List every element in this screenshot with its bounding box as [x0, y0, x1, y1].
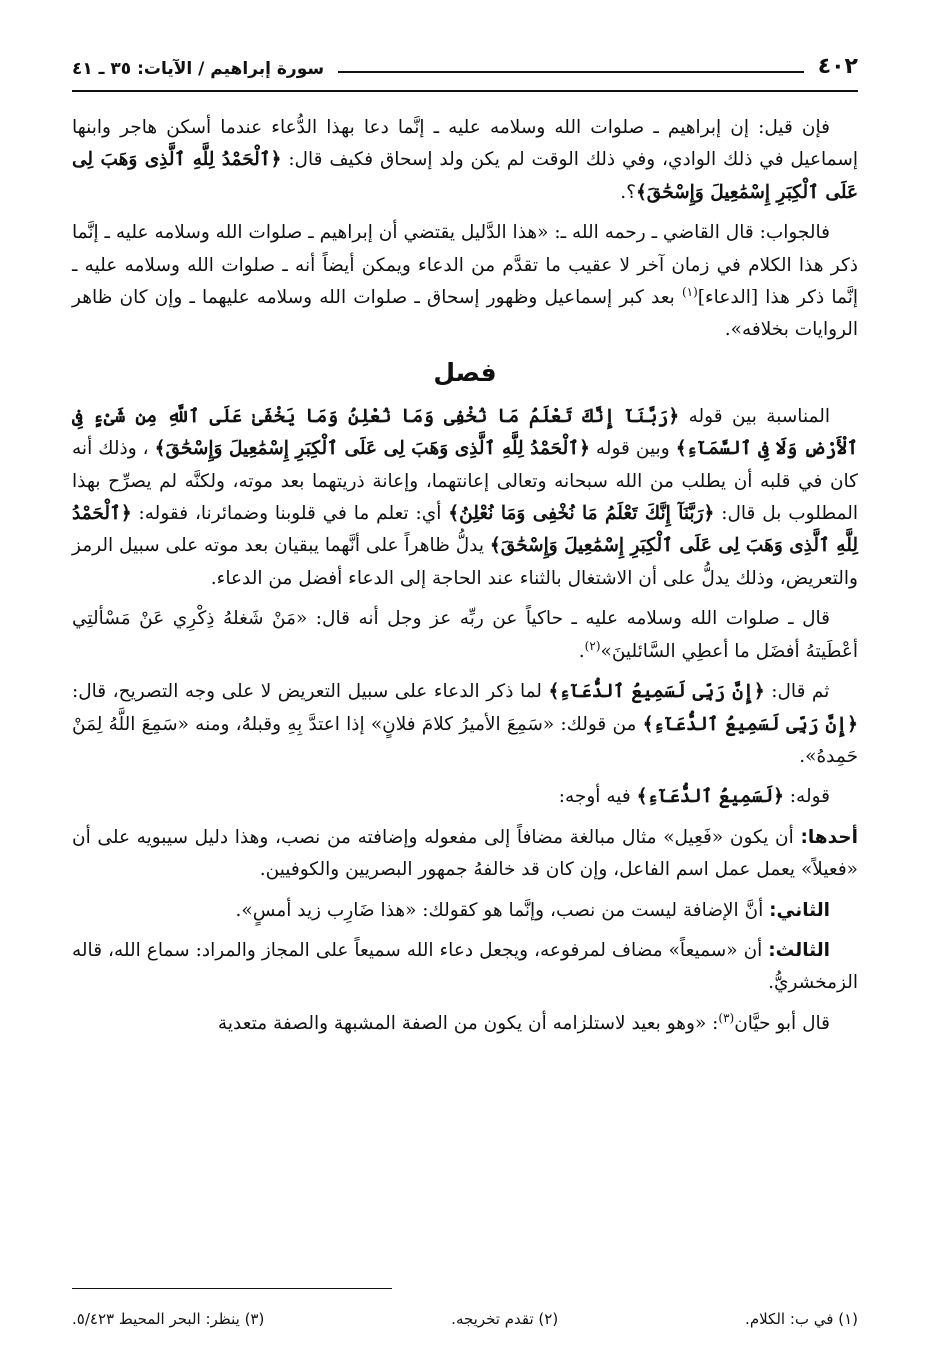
- text: .: [578, 640, 585, 662]
- paragraph-abu-hayyan: [72, 1008, 858, 1040]
- text: ثم قال:: [764, 681, 830, 703]
- quran-quote: ﴿إِنَّ رَبِّى لَسَمِيعُ ٱلدُّعَآءِ﴾: [642, 713, 858, 735]
- header-line: [338, 71, 804, 73]
- footnotes: [72, 1308, 858, 1330]
- text: أنَّ الإضافة ليست من نصب، وإنَّما هو كقولك: «هذا ضَارِب زيد أمسٍ».: [235, 899, 770, 921]
- footnote-3: (٣) ينظر: البحر المحيط ٥/٤٢٣.: [72, 1310, 265, 1328]
- quran-quote: ﴿رَبَّنَآ إِنَّكَ تَعْلَمُ مَا نُخْفِى وَمَا نُعْلِنُ وَمَا يَخْفَىٰ عَلَى ٱللَّهِ مِن شَىْءٍ فِى ٱلْأَرْضِ وَلَا فِى ٱلسَّمَآءِ﴾: [72, 405, 859, 460]
- header-rule: [72, 90, 858, 92]
- running-title: سورة إبراهيم / الآيات: ٣٥ ـ ٤١: [72, 59, 325, 79]
- running-header: [72, 50, 858, 80]
- text: بعد كبر إسماعيل وظهور إسحاق ـ صلوات الله وسلامه عليهما ـ وإن كان ظاهر الروايات بخلافه».: [72, 287, 858, 341]
- text: أن يكون «فَعِيل» مثال مبالغة مضافاً إلى مفعوله وإضافته من نصب، وهذا دليل سيبويه على أن «فعيلاً» يعمل عمل اسم الفاعل، وإن كان قد خالفهُ جمهور البصريين والكوفيين.: [72, 826, 858, 881]
- text: ؟.: [620, 181, 636, 203]
- paragraph-munasaba: [72, 401, 858, 595]
- paragraph-samee: [72, 676, 858, 773]
- paragraph-awjuh: [72, 781, 858, 813]
- footnote-2: (٢) تقدم تخريجه.: [451, 1310, 559, 1328]
- footnote-ref[interactable]: (١): [681, 284, 698, 299]
- text: قال:: [288, 149, 323, 171]
- quran-quote: ﴿إِنَّ رَبِّى لَسَمِيعُ ٱلدُّعَآءِ﴾: [548, 681, 765, 703]
- paragraph-hadith: [72, 603, 858, 668]
- main-text: [72, 112, 858, 1048]
- quran-quote: ﴿لَسَمِيعُ ٱلدُّعَآءِ﴾: [636, 786, 784, 808]
- quran-quote: ﴿رَبَّنَآ إِنَّكَ تَعْلَمُ مَا نُخْفِى وَمَا نُعْلِنُ﴾: [448, 503, 715, 525]
- page-number: ٤٠٢: [817, 54, 858, 79]
- footnote-ref[interactable]: (٢): [584, 638, 601, 653]
- aspect-label: أحدها:: [800, 826, 858, 848]
- text: : «وهو بعيد لاستلزامه أن يكون من الصفة المشبهة والصفة متعدية: [217, 1012, 719, 1034]
- paragraph-answer: [72, 217, 858, 347]
- text: فالجواب: قال القاضي ـ رحمه الله ـ: «هذا الدَّليل يقتضي أن إبراهيم ـ صلوات الله وسلامه عليه ـ إنَّما ذكر هذا الكلام في زمان آخر لا عقيب ما تقدَّم من الدعاء ويمكن أيضاً أنه ـ صلوات الله وسلامه عليه ـ إنَّما ذكر هذا [الدعاء]: [72, 222, 859, 309]
- book-page: [72, 40, 858, 1350]
- quran-quote: ﴿ٱلْحَمْدُ لِلَّهِ ٱلَّذِى وَهَبَ لِى عَلَى ٱلْكِبَرِ إِسْمَٰعِيلَ وَإِسْحَٰقَ﴾: [154, 438, 590, 460]
- quran-quote: ﴿ٱلْحَمْدُ لِلَّهِ ٱلَّذِى وَهَبَ لِى عَلَى ٱلْكِبَرِ إِسْمَٰعِيلَ وَإِسْحَٰقَ﴾: [72, 149, 858, 203]
- text: وبين قوله: [589, 438, 670, 460]
- paragraph-first-aspect: [72, 822, 858, 887]
- section-heading: فصل: [433, 357, 497, 387]
- paragraph-third-aspect: [72, 935, 858, 1000]
- footnote-ref[interactable]: (٣): [718, 1010, 735, 1025]
- text: ، وذلك أنه كان في قلبه أن يطلب من الله سبحانه وتعالى إعانتهما، وإعانة ذريتهما بعد موته، ولكنَّه لم يصرِّح بهذا المطلوب بل قال:: [72, 438, 858, 525]
- text: فإن قيل: إن إبراهيم ـ صلوات الله وسلامه عليه ـ إنَّما دعا بهذا الدُّعاء عندما أسكن هاجر وابنها إسماعيل في ذلك الوادي، وفي ذلك الوقت لم يكن ولد إسحاق فكيف: [72, 117, 858, 171]
- aspect-label: الثالث:: [768, 939, 830, 961]
- text: قال ـ صلوات الله وسلامه عليه ـ حاكياً عن ربِّه عز وجل أنه قال: «مَنْ شَغلهُ ذِكْرِي عَنْ مَسْألتِي أعْطَيتهُ أفضَل ما أعطِي السَّائلينَ»: [72, 608, 858, 662]
- quran-quote: ﴿ٱلْحَمْدُ لِلَّهِ ٱلَّذِى وَهَبَ لِى عَلَى ٱلْكِبَرِ إِسْمَٰعِيلَ وَإِسْحَٰقَ﴾: [72, 503, 858, 557]
- text: من قولك: «سَمِعَ الأميرُ كلامَ فلانٍ» إذا اعتدَّ بِهِ وقبلهُ، ومنه «سَمِعَ اللَّهُ لِمَنْ حَمِدهُ».: [72, 713, 858, 767]
- paragraph-second-aspect: [72, 895, 858, 927]
- text: يدلُّ ظاهراً على أنَّهما يبقيان بعد موته على سبيل الرمز والتعريض، وذلك يدلُّ على أن الاشتغال بالثناء عند الحاجة إلى الدعاء أفضل من الدعاء.: [72, 535, 858, 589]
- footnote-rule: [72, 1288, 392, 1289]
- text: لما ذكر الدعاء على سبيل التعريض لا على وجه التصريح، قال:: [72, 681, 542, 703]
- text: أن «سميعاً» مضاف لمرفوعه، ويجعل دعاء الله سميعاً على المجاز والمراد: سماع الله، قاله الزمخشريُّ.: [72, 939, 858, 994]
- aspect-label: الثاني:: [769, 899, 830, 921]
- text: أي: تعلم ما في قلوبنا وضمائرنا، فقوله:: [131, 503, 442, 525]
- text: فيه أوجه:: [558, 786, 631, 808]
- text: المناسبة بين قوله: [679, 405, 831, 427]
- text: قال أبو حيَّان: [734, 1012, 830, 1034]
- footnote-1: (١) في ب: الكلام.: [745, 1310, 858, 1328]
- paragraph-question: [72, 112, 858, 209]
- text: قوله:: [783, 786, 830, 808]
